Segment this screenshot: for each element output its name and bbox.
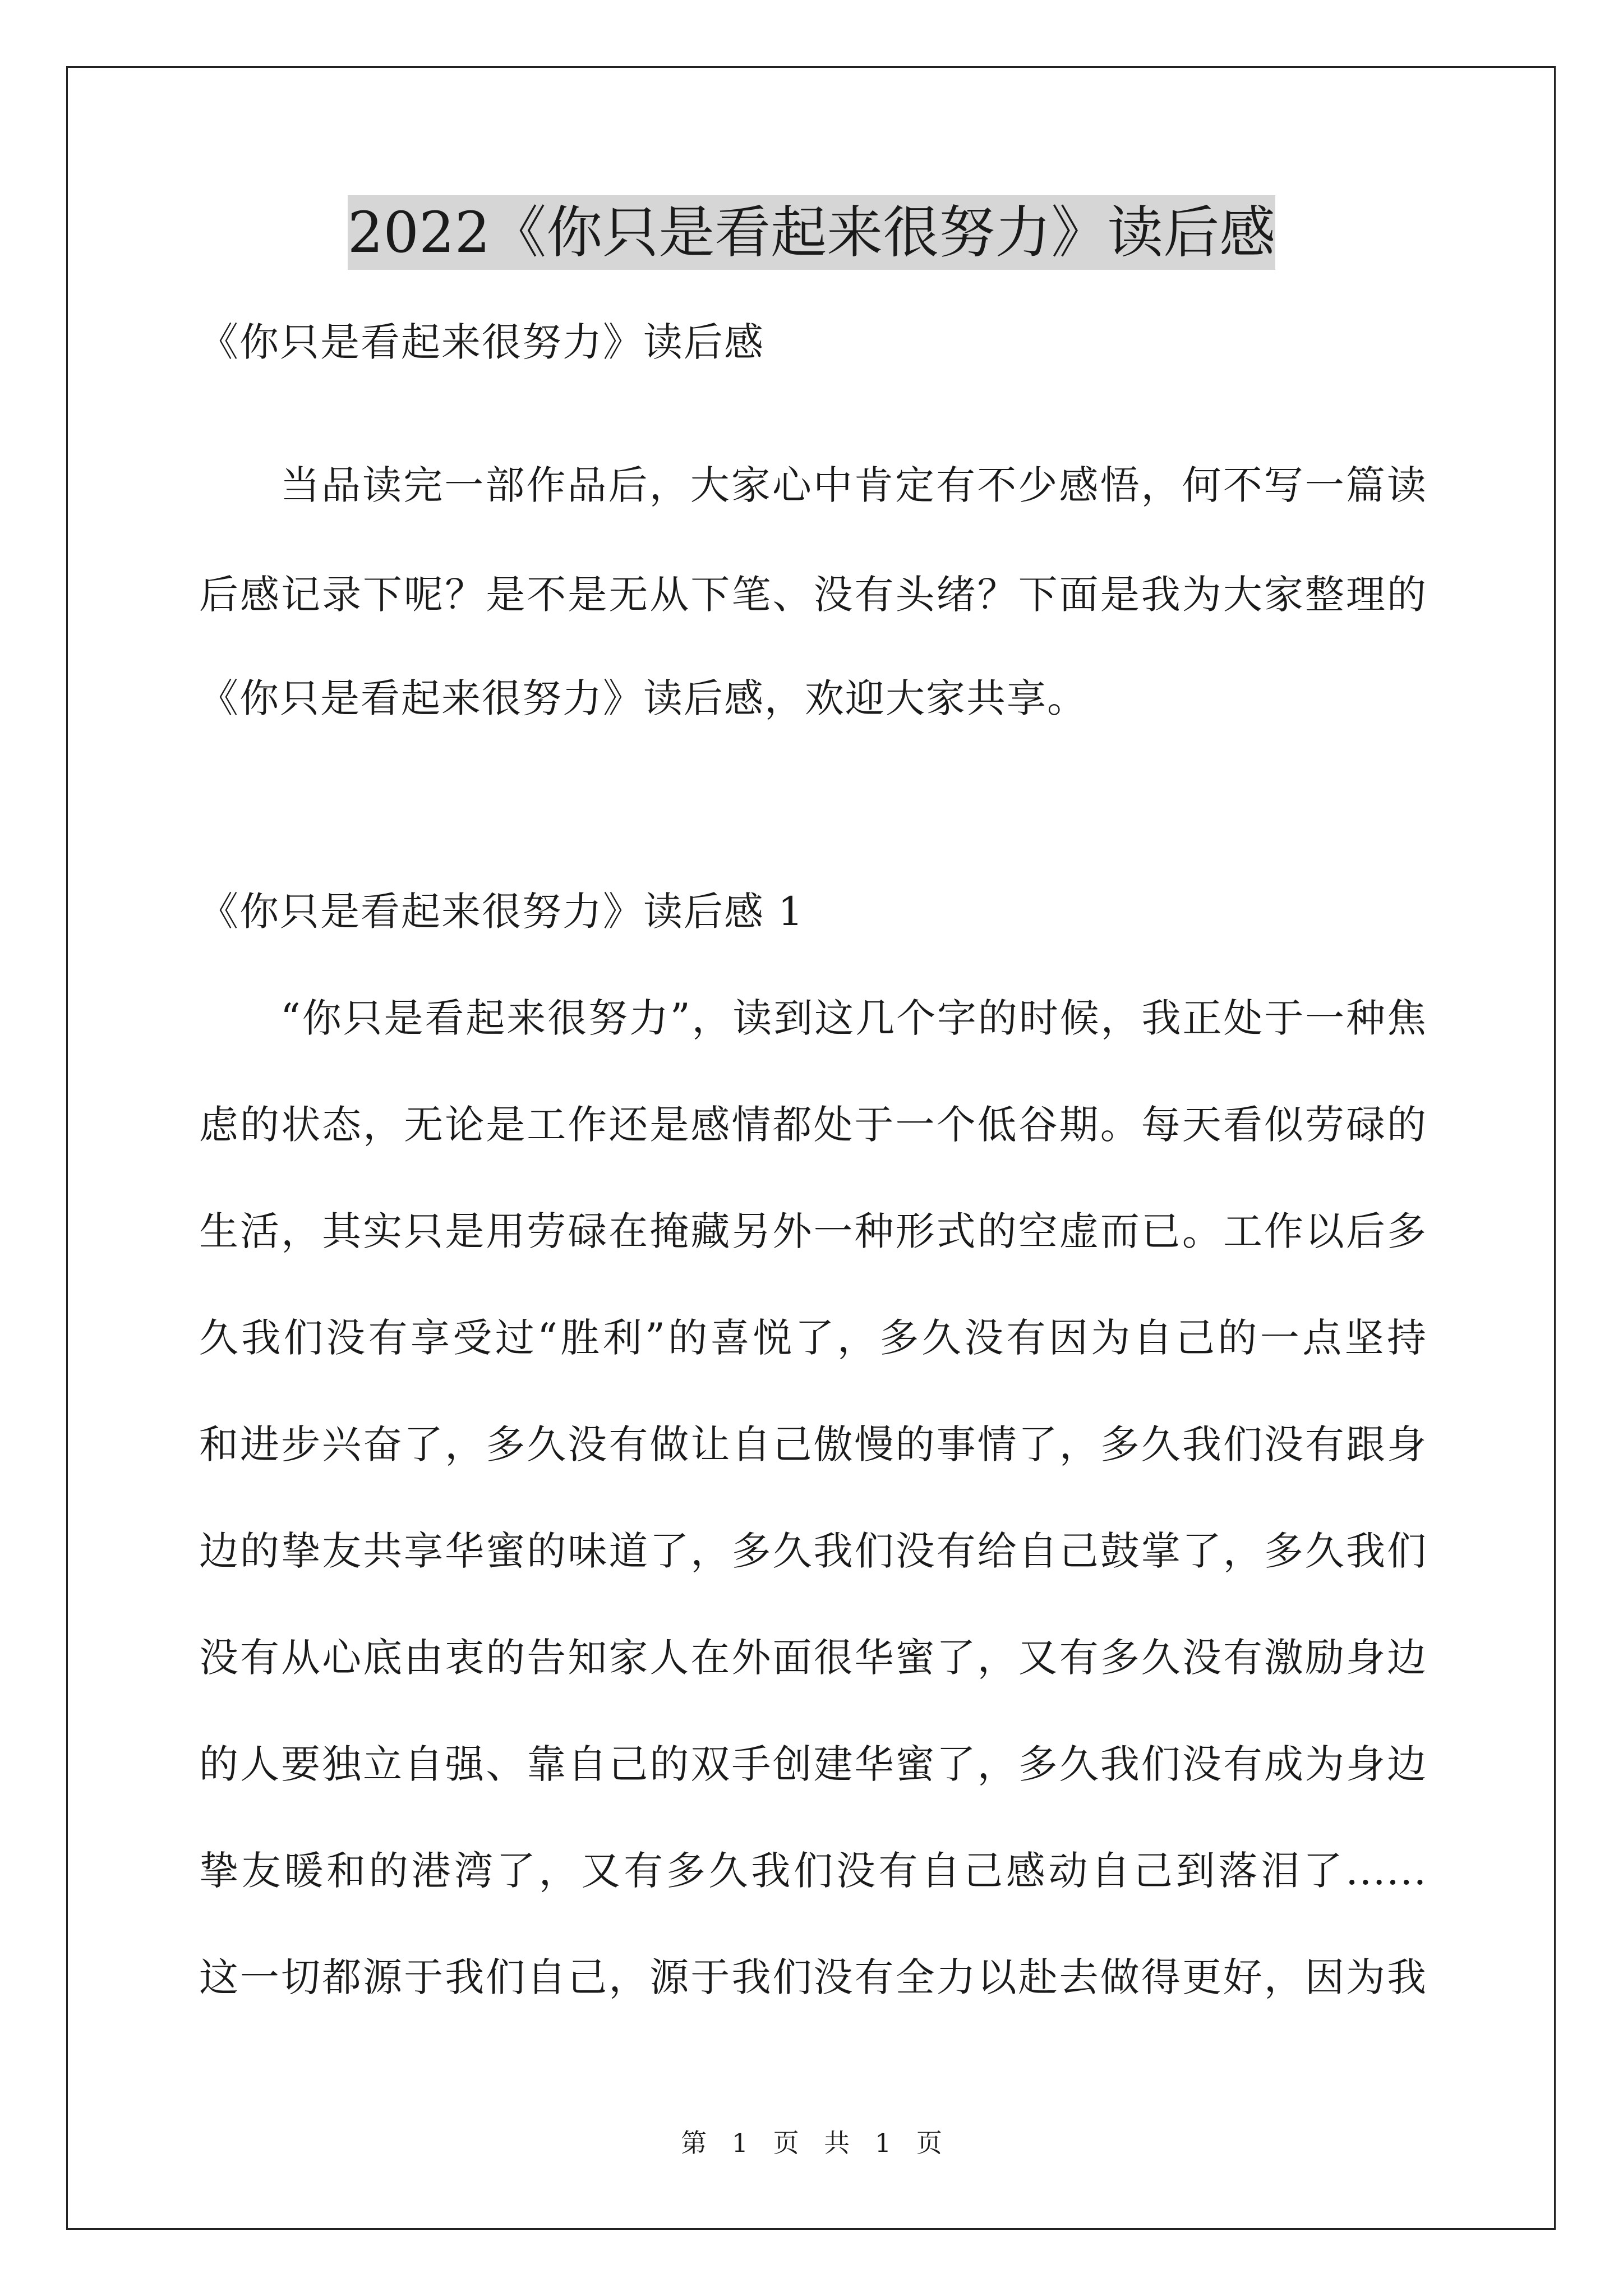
subtitle: 《你只是看起来很努力》读后感 bbox=[199, 319, 764, 365]
body-line-4: 久我们没有享受过“胜利”的喜悦了，多久没有因为自己的一点坚持 bbox=[199, 1315, 1427, 1361]
body-line-2: 虑的状态，无论是工作还是感情都处于一个低谷期。每天看似劳碌的 bbox=[199, 1102, 1427, 1148]
intro-line-3: 《你只是看起来很努力》读后感，欢迎大家共享。 bbox=[199, 675, 1087, 721]
document-title bbox=[0, 194, 1623, 272]
body-line-8: 的人要独立自强、靠自己的双手创建华蜜了，多久我们没有成为身边 bbox=[199, 1741, 1427, 1787]
title-text: 2022《你只是看起来很努力》读后感 bbox=[348, 195, 1276, 270]
page-footer: 第 1 页 共 1 页 bbox=[681, 2128, 942, 2158]
section-heading: 《你只是看起来很努力》读后感 1 bbox=[199, 889, 804, 935]
body-line-9: 挚友暖和的港湾了，又有多久我们没有自己感动自己到落泪了...... bbox=[199, 1848, 1427, 1894]
body-line-5: 和进步兴奋了，多久没有做让自己傲慢的事情了，多久我们没有跟身 bbox=[199, 1421, 1427, 1467]
body-line-7: 没有从心底由衷的告知家人在外面很华蜜了，又有多久没有激励身边 bbox=[199, 1635, 1427, 1681]
body-line-1: “你只是看起来很努力”，读到这几个字的时候，我正处于一种焦 bbox=[280, 995, 1427, 1041]
body-line-10: 这一切都源于我们自己，源于我们没有全力以赴去做得更好，因为我 bbox=[199, 1954, 1427, 2000]
body-line-6: 边的挚友共享华蜜的味道了，多久我们没有给自己鼓掌了，多久我们 bbox=[199, 1528, 1427, 1574]
intro-line-2: 后感记录下呢？是不是无从下笔、没有头绪？下面是我为大家整理的 bbox=[199, 572, 1427, 618]
body-line-3: 生活，其实只是用劳碌在掩藏另外一种形式的空虚而已。工作以后多 bbox=[199, 1208, 1427, 1254]
intro-line-1: 当品读完一部作品后，大家心中肯定有不少感悟，何不写一篇读 bbox=[280, 462, 1427, 508]
